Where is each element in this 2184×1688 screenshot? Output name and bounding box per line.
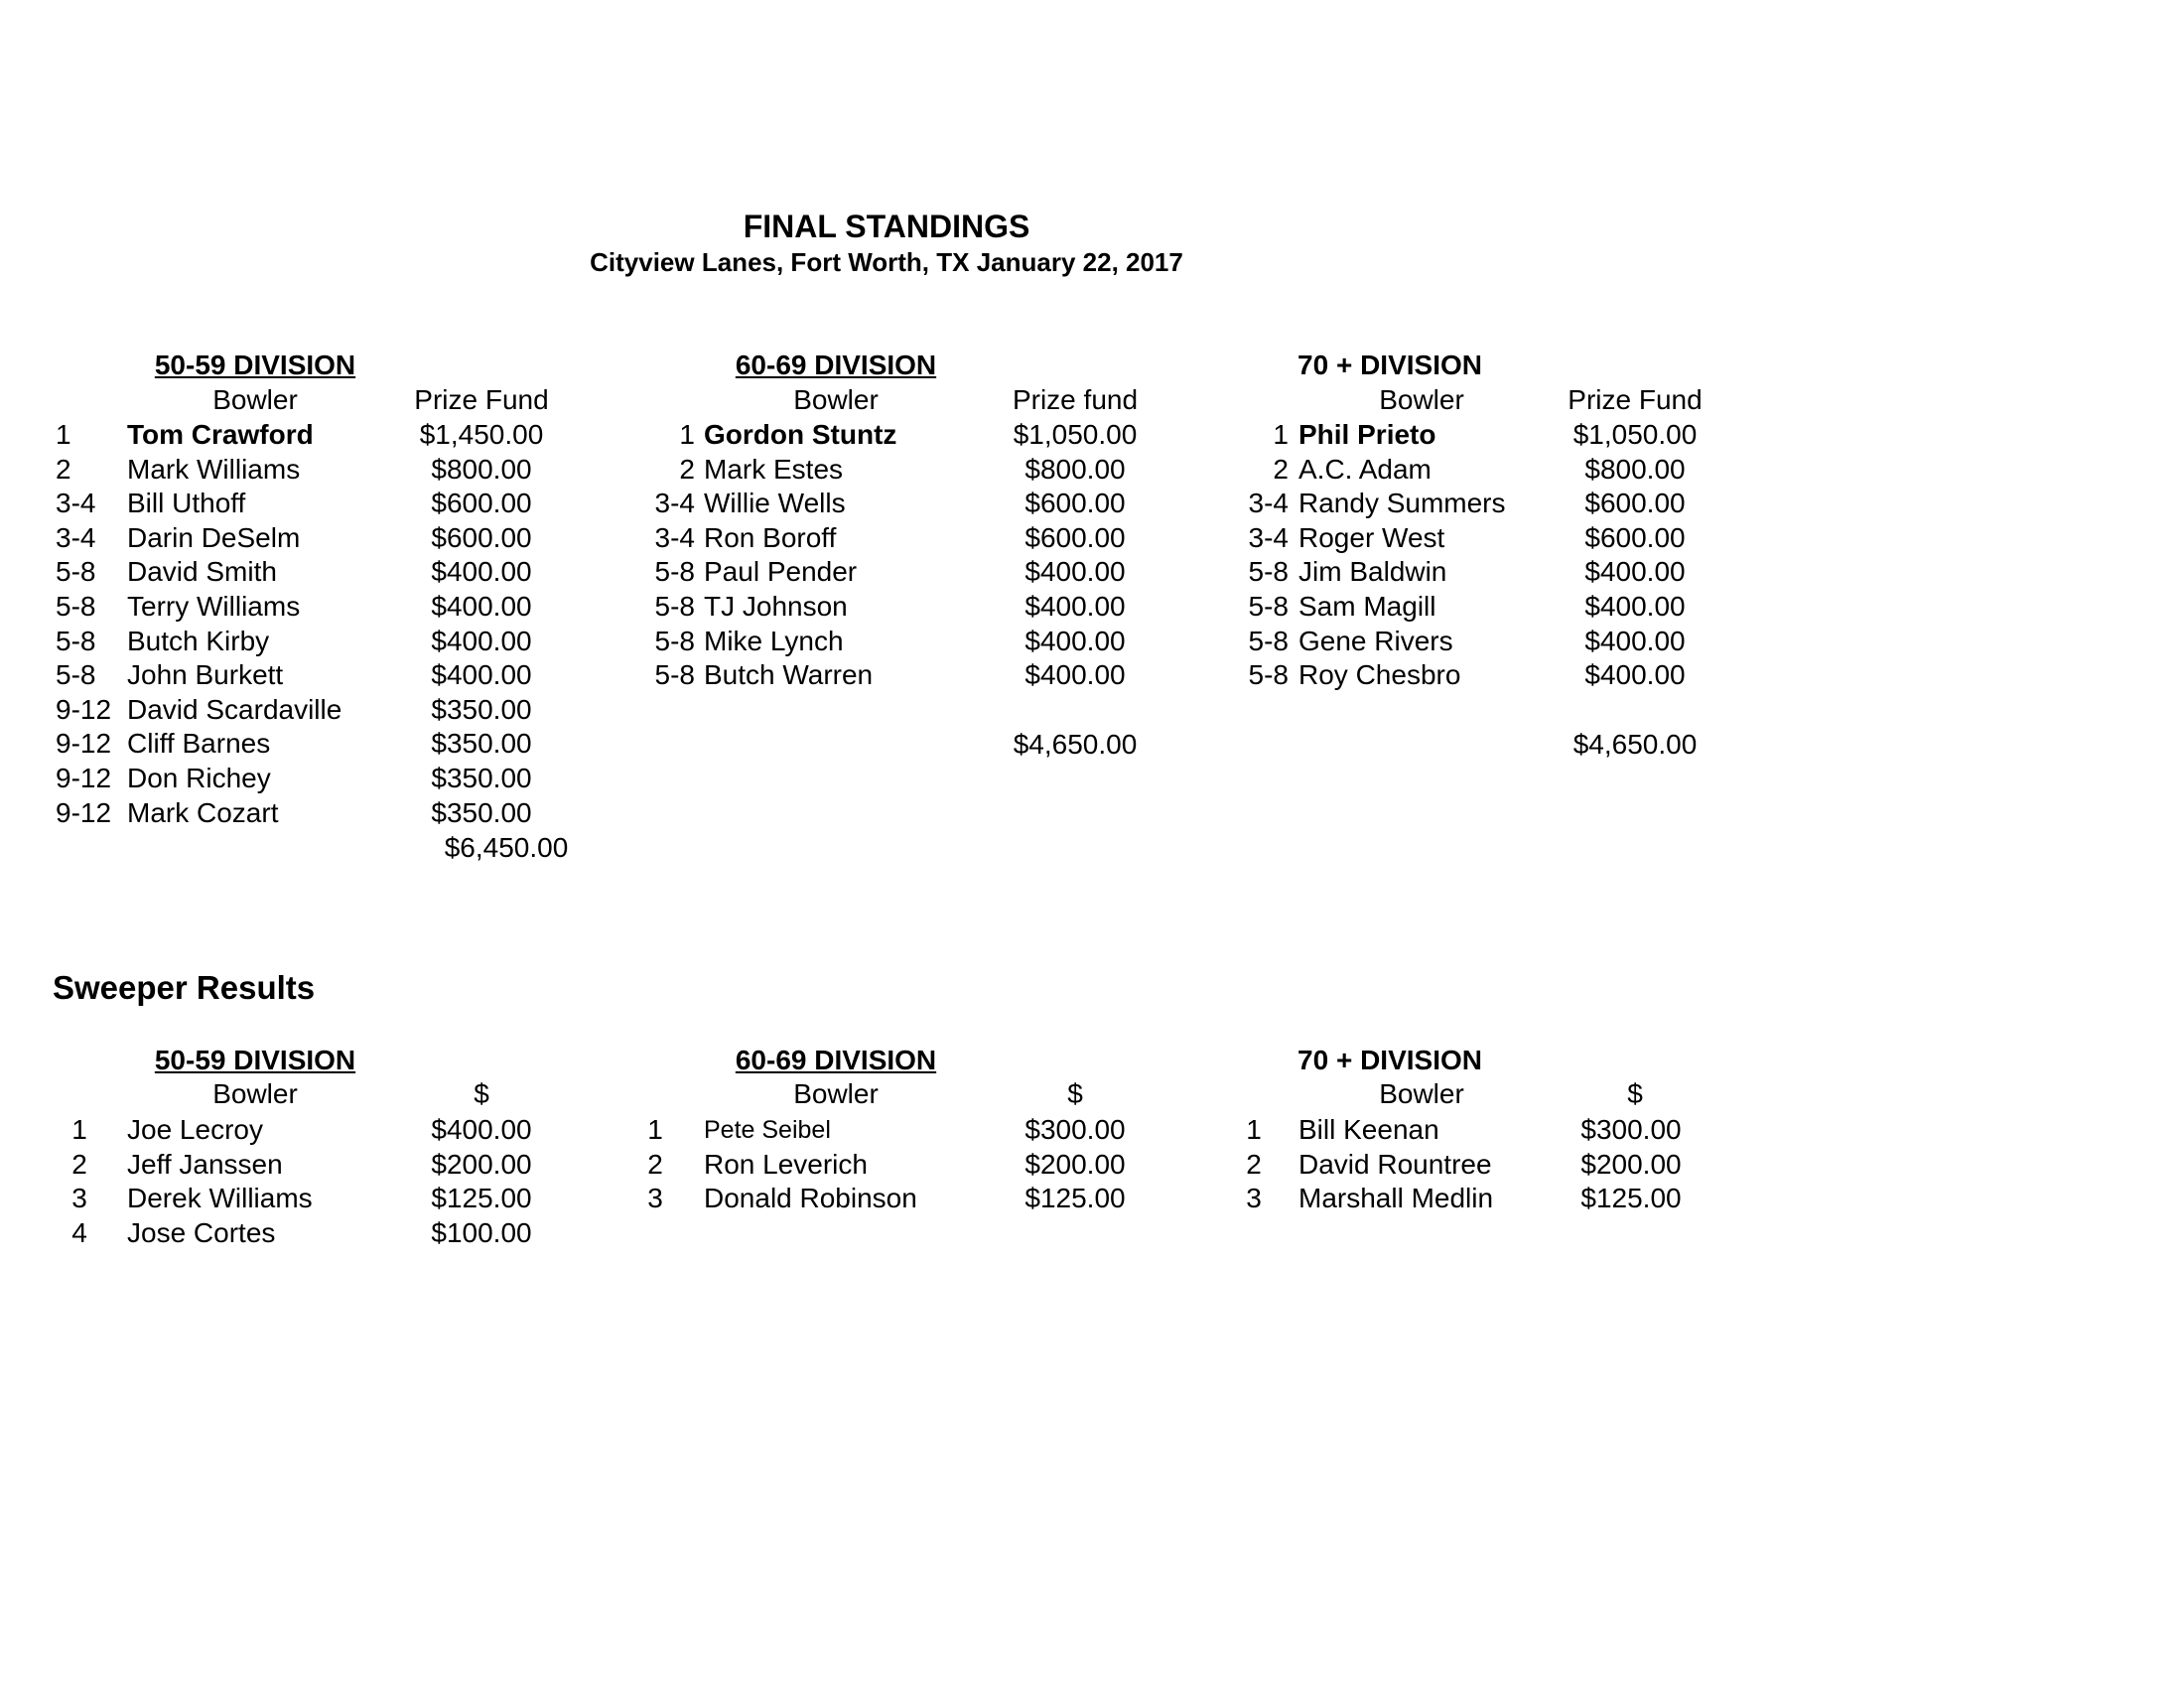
sweeper-amount: $125.00	[431, 1183, 532, 1214]
standings-60-prize-header: Prize fund	[1012, 384, 1139, 415]
placing: 1	[647, 1114, 663, 1145]
prize-amount: $400.00	[431, 591, 532, 622]
standings-50-division-title: 50-59 DIVISION	[154, 350, 356, 380]
bowler-name: Sam Magill	[1298, 591, 1436, 622]
prize-amount: $400.00	[1024, 625, 1126, 656]
bowler-name: Gene Rivers	[1298, 625, 1453, 656]
bowler-name: David Smith	[127, 556, 277, 588]
placing: 5-8	[1248, 591, 1289, 622]
sweeper-amount: $200.00	[431, 1148, 532, 1180]
prize-amount: $600.00	[1024, 521, 1126, 553]
bowler-name: Roger West	[1298, 521, 1445, 553]
bowler-name: John Burkett	[127, 659, 284, 691]
prize-amount: $400.00	[1024, 591, 1126, 622]
bowler-name: Don Richey	[127, 763, 271, 793]
bowler-name: Donald Robinson	[704, 1183, 917, 1214]
sweeper-amount: $400.00	[431, 1114, 532, 1145]
prize-amount: $1,050.00	[1013, 419, 1138, 450]
bowler-name: Darin DeSelm	[127, 521, 301, 553]
sweeper-50-amount-header: $	[474, 1078, 489, 1109]
placing: 9-12	[56, 693, 112, 725]
sweeper-70-division-title: 70 + DIVISION	[1297, 1045, 1482, 1075]
bowler-name: Terry Williams	[127, 591, 301, 622]
prize-amount: $400.00	[431, 625, 532, 656]
prize-amount: $600.00	[1584, 488, 1686, 519]
prize-amount: $400.00	[431, 556, 532, 588]
bowler-name: Bill Keenan	[1298, 1114, 1439, 1145]
bowler-name: Joe Lecroy	[127, 1114, 263, 1145]
standings-50-bowler-header: Bowler	[212, 384, 298, 415]
placing: 4	[71, 1216, 87, 1248]
placing: 1	[1246, 1114, 1262, 1145]
page-subtitle: Cityview Lanes, Fort Worth, TX January 22, 2017	[590, 247, 1183, 277]
bowler-name: Butch Warren	[704, 659, 874, 691]
bowler-name: David Rountree	[1298, 1148, 1492, 1180]
placing: 3	[647, 1183, 663, 1214]
sweeper-50-division-title: 50-59 DIVISION	[154, 1045, 356, 1075]
page-title: FINAL STANDINGS	[743, 209, 1030, 244]
bowler-name: Jim Baldwin	[1298, 556, 1447, 588]
standings-60-bowler-header: Bowler	[793, 384, 879, 415]
standings-60-total: $4,650.00	[1013, 729, 1138, 760]
bowler-name: Roy Chesbro	[1298, 659, 1461, 691]
bowler-name: Ron Boroff	[704, 521, 837, 553]
bowler-name: TJ Johnson	[704, 591, 848, 622]
bowler-name: Mike Lynch	[704, 625, 844, 656]
prize-amount: $400.00	[1024, 556, 1126, 588]
prize-amount: $800.00	[431, 453, 532, 485]
standings-50-prize-header: Prize Fund	[414, 384, 549, 415]
standings-70-total: $4,650.00	[1572, 729, 1698, 760]
sweeper-70-bowler-header: Bowler	[1379, 1078, 1464, 1109]
bowler-name: Butch Kirby	[127, 625, 270, 656]
placing: 3	[71, 1183, 87, 1214]
bowler-name: Jeff Janssen	[127, 1148, 283, 1180]
placing: 9-12	[56, 728, 112, 760]
prize-amount: $600.00	[1584, 521, 1686, 553]
placing: 3-4	[1248, 488, 1289, 519]
bowler-name: David Scardaville	[127, 693, 342, 725]
bowler-name: Ron Leverich	[704, 1148, 868, 1180]
placing: 9-12	[56, 796, 112, 828]
bowler-name: Paul Pender	[704, 556, 858, 588]
prize-amount: $400.00	[1024, 659, 1126, 691]
sweeper-amount: $200.00	[1024, 1148, 1126, 1180]
placing: 2	[56, 453, 71, 485]
bowler-name: Mark Williams	[127, 453, 301, 485]
bowler-name: Mark Estes	[704, 453, 844, 485]
placing: 5-8	[1248, 625, 1289, 656]
sweeper-70-amount-header: $	[1627, 1078, 1643, 1109]
placing: 9-12	[56, 763, 112, 793]
placing: 5-8	[654, 556, 695, 588]
bowler-name: Mark Cozart	[127, 796, 279, 828]
placing: 5-8	[56, 659, 96, 691]
prize-amount: $400.00	[1584, 556, 1686, 588]
standings-70-prize-header: Prize Fund	[1568, 384, 1703, 415]
bowler-name: Cliff Barnes	[127, 728, 271, 760]
sweeper-60-division-title: 60-69 DIVISION	[735, 1045, 937, 1075]
standings-60-division-title: 60-69 DIVISION	[735, 350, 937, 380]
prize-amount: $400.00	[431, 659, 532, 691]
placing: 3-4	[56, 488, 96, 519]
prize-amount: $350.00	[431, 693, 532, 725]
prize-amount: $400.00	[1584, 659, 1686, 691]
bowler-name: Randy Summers	[1298, 488, 1506, 519]
standings-70-bowler-header: Bowler	[1379, 384, 1464, 415]
placing: 2	[1246, 1148, 1262, 1180]
placing: 1	[71, 1114, 87, 1145]
bowler-name: Pete Seibel	[704, 1116, 831, 1144]
bowler-name: Derek Williams	[127, 1183, 313, 1214]
placing: 5-8	[56, 556, 96, 588]
prize-amount: $800.00	[1584, 453, 1686, 485]
prize-amount: $800.00	[1024, 453, 1126, 485]
placing: 1	[679, 419, 695, 450]
bowler-name: Willie Wells	[704, 488, 846, 519]
bowler-name: Jose Cortes	[127, 1216, 276, 1248]
placing: 5-8	[56, 625, 96, 656]
placing: 2	[647, 1148, 663, 1180]
prize-amount: $1,050.00	[1572, 419, 1698, 450]
placing: 3-4	[654, 521, 695, 553]
prize-amount: $600.00	[431, 488, 532, 519]
sweeper-amount: $125.00	[1580, 1183, 1682, 1214]
placing: 2	[679, 453, 695, 485]
bowler-name: Gordon Stuntz	[704, 419, 897, 450]
sweeper-section-title: Sweeper Results	[53, 969, 316, 1006]
prize-amount: $400.00	[1584, 625, 1686, 656]
placing: 5-8	[654, 659, 695, 691]
prize-amount: $350.00	[431, 763, 532, 793]
placing: 3-4	[1248, 521, 1289, 553]
prize-amount: $600.00	[431, 521, 532, 553]
placing: 2	[71, 1148, 87, 1180]
prize-amount: $350.00	[431, 796, 532, 828]
placing: 1	[56, 419, 71, 450]
sweeper-amount: $300.00	[1024, 1114, 1126, 1145]
placing: 5-8	[654, 625, 695, 656]
bowler-name: Tom Crawford	[127, 419, 314, 450]
placing: 5-8	[654, 591, 695, 622]
bowler-name: Bill Uthoff	[127, 488, 246, 519]
placing: 5-8	[1248, 556, 1289, 588]
standings-70-division-title: 70 + DIVISION	[1297, 350, 1482, 380]
placing: 1	[1273, 419, 1289, 450]
sweeper-60-bowler-header: Bowler	[793, 1078, 879, 1109]
prize-amount: $1,450.00	[419, 419, 544, 450]
placing: 3-4	[56, 521, 96, 553]
bowler-name: Phil Prieto	[1298, 419, 1436, 450]
sweeper-50-bowler-header: Bowler	[212, 1078, 298, 1109]
sweeper-amount: $125.00	[1024, 1183, 1126, 1214]
sweeper-amount: $200.00	[1580, 1148, 1682, 1180]
placing: 2	[1273, 453, 1289, 485]
bowler-name: Marshall Medlin	[1298, 1183, 1494, 1214]
placing: 5-8	[1248, 659, 1289, 691]
sweeper-60-amount-header: $	[1067, 1078, 1083, 1109]
placing: 3	[1246, 1183, 1262, 1214]
sweeper-amount: $100.00	[431, 1216, 532, 1248]
standings-50-total: $6,450.00	[444, 832, 569, 863]
prize-amount: $350.00	[431, 728, 532, 760]
prize-amount: $600.00	[1024, 488, 1126, 519]
placing: 5-8	[56, 591, 96, 622]
prize-amount: $400.00	[1584, 591, 1686, 622]
bowler-name: A.C. Adam	[1298, 453, 1432, 485]
placing: 3-4	[654, 488, 695, 519]
sweeper-amount: $300.00	[1580, 1114, 1682, 1145]
